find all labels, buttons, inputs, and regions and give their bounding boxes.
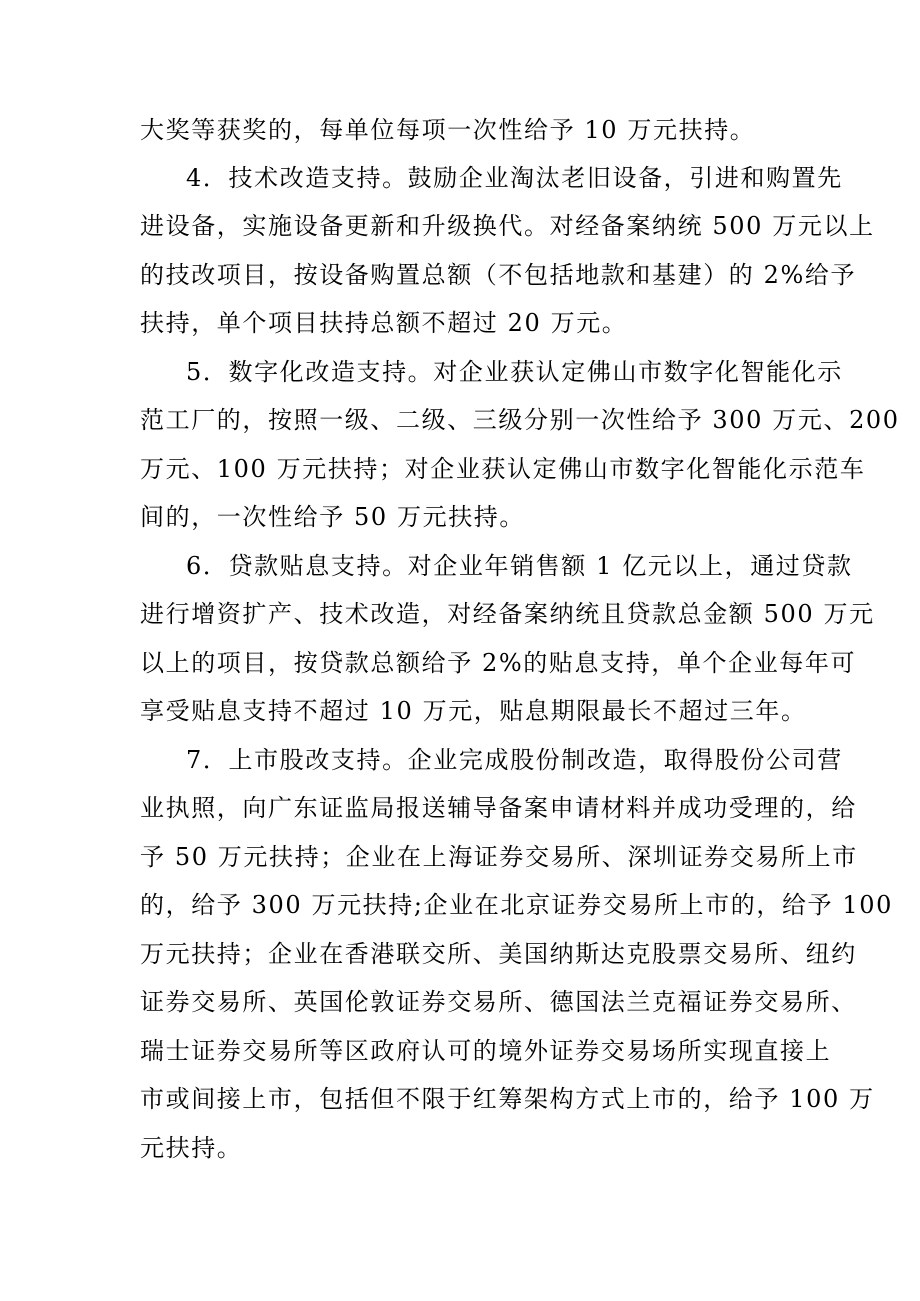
text-line: 的技改项目，按设备购置总额（不包括地款和基建）的 2%给予: [140, 261, 857, 289]
text-line: 以上的项目，按贷款总额给予 2%的贴息支持，单个企业每年可: [140, 649, 857, 677]
text-line: 瑞士证券交易所等区政府认可的境外证券交易场所实现直接上: [140, 1037, 832, 1065]
text-line: 万元扶持；企业在香港联交所、美国纳斯达克股票交易所、纽约: [140, 940, 857, 968]
text-line: 的，给予 300 万元扶持;企业在北京证券交易所上市的，给予 100: [140, 891, 893, 919]
paragraph-7-start: 7．上市股改支持。企业完成股份制改造，取得股份公司营: [186, 746, 843, 774]
text-line: 间的，一次性给予 50 万元扶持。: [140, 503, 525, 531]
text-line: 范工厂的，按照一级、二级、三级分别一次性给予 300 万元、200: [140, 406, 900, 434]
text-line: 进行增资扩产、技术改造，对经备案纳统且贷款总金额 500 万元: [140, 600, 875, 628]
text-line: 元扶持。: [140, 1134, 243, 1162]
paragraph-4-start: 4．技术改造支持。鼓励企业淘汰老旧设备，引进和购置先: [186, 164, 843, 192]
text-line: 证券交易所、英国伦敦证券交易所、德国法兰克福证券交易所、: [140, 988, 857, 1016]
text-line: 享受贴息支持不超过 10 万元，贴息期限最长不超过三年。: [140, 697, 807, 725]
paragraph-5-start: 5．数字化改造支持。对企业获认定佛山市数字化智能化示: [186, 358, 843, 386]
paragraph-6-start: 6．贷款贴息支持。对企业年销售额 1 亿元以上，通过贷款: [186, 552, 853, 580]
text-line: 进设备，实施设备更新和升级换代。对经备案纳统 500 万元以上: [140, 212, 875, 240]
text-line: 业执照，向广东证监局报送辅导备案申请材料并成功受理的，给: [140, 794, 857, 822]
text-line: 市或间接上市，包括但不限于红筹架构方式上市的，给予 100 万: [140, 1085, 875, 1113]
text-line: 予 50 万元扶持；企业在上海证券交易所、深圳证券交易所上市: [140, 843, 858, 871]
text-line: 万元、100 万元扶持；对企业获认定佛山市数字化智能化示范车: [140, 455, 866, 483]
text-line: 扶持，单个项目扶持总额不超过 20 万元。: [140, 309, 628, 337]
text-line: 大奖等获奖的，每单位每项一次性给予 10 万元扶持。: [140, 116, 756, 144]
